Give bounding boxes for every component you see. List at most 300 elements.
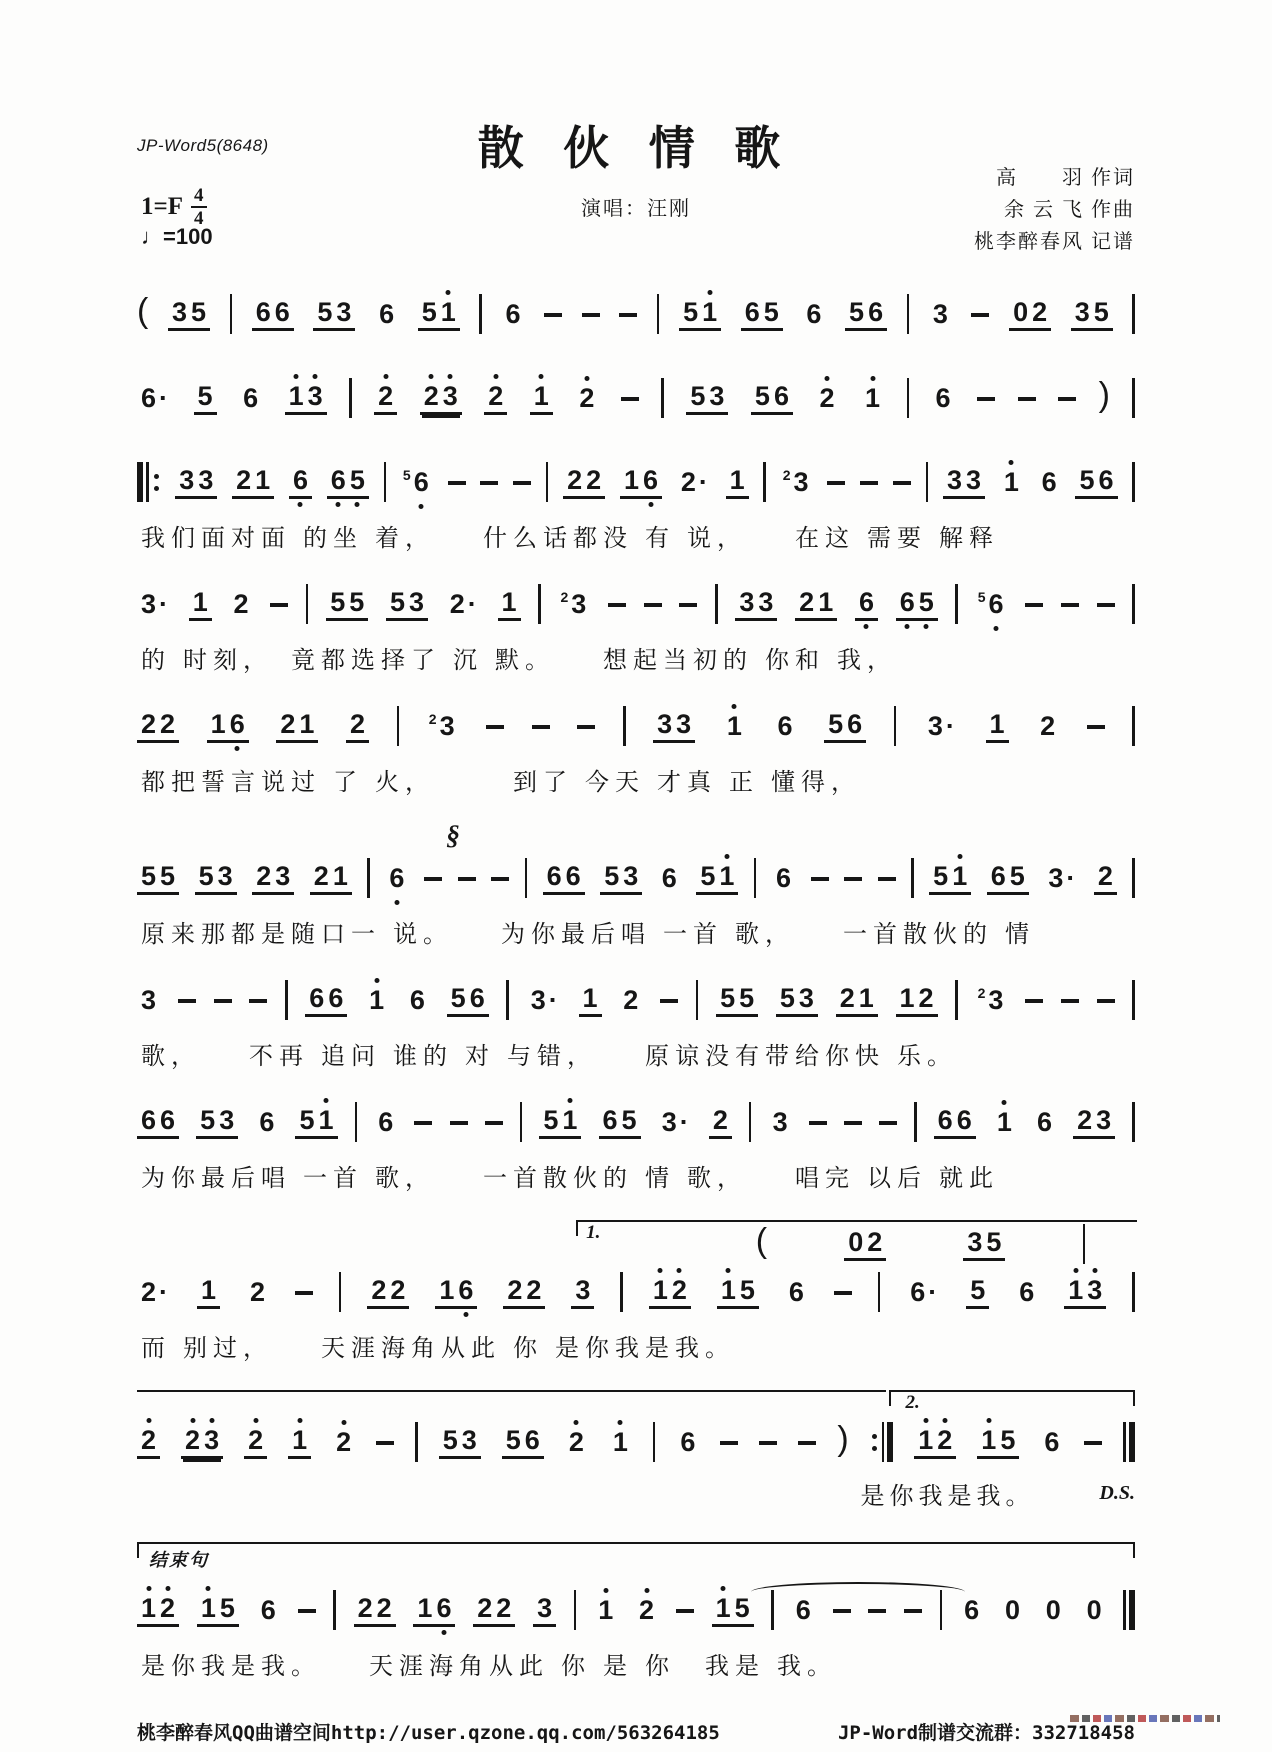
- note-cell: [276, 709, 318, 743]
- augmentation-dot: ·: [159, 1276, 169, 1307]
- duration-dash: [1058, 397, 1076, 401]
- note-digit: 2: [336, 1426, 352, 1457]
- note-digit: 6: [899, 587, 915, 617]
- barline: [546, 462, 549, 502]
- note-cell: [1064, 1275, 1106, 1309]
- parenthesis: (: [755, 1222, 768, 1260]
- parenthesis: ): [1098, 376, 1110, 414]
- note-digit: 6: [806, 298, 822, 329]
- note-cell: [285, 381, 327, 415]
- note-cell: [896, 587, 938, 621]
- note-digit: 5: [700, 861, 716, 891]
- note-digit: 1: [996, 1106, 1012, 1137]
- note-digit: 6: [773, 381, 789, 411]
- footer-right-group: JP-Word制谱交流群：332718458: [837, 1722, 1135, 1744]
- thick-barline: [137, 462, 143, 502]
- note-digit: 6: [777, 710, 793, 741]
- note-digit: 2: [371, 1275, 387, 1305]
- note-digit: 5: [160, 861, 176, 891]
- note-digit: 5: [734, 1593, 750, 1623]
- note-digit: 1: [439, 1275, 455, 1305]
- note-digit: 6: [260, 1594, 276, 1625]
- note-digit: 2: [160, 709, 176, 739]
- note-digit: 2: [141, 1276, 157, 1307]
- augmentation-dot: ·: [159, 588, 169, 619]
- augmentation-dot: ·: [698, 466, 708, 497]
- lyrics-line: 原来那都是随口一 说。 为你最后唱 一首 歌， 一首散伙的 情: [141, 922, 1035, 948]
- note-digit: 3: [657, 709, 673, 739]
- note-cell: [194, 381, 217, 415]
- note-cell: [599, 1105, 641, 1139]
- note-digit: 1: [332, 861, 348, 891]
- note-cell: [772, 863, 795, 894]
- note-cell: [558, 589, 590, 620]
- thick-barline: [1129, 1422, 1135, 1462]
- note-digit: 6: [937, 1105, 953, 1135]
- note-digit: 5: [986, 1227, 1002, 1257]
- note-digit: 5: [849, 297, 865, 327]
- note-digit: 3: [739, 587, 755, 617]
- note-cell: [726, 465, 749, 499]
- note-cell: [712, 1593, 754, 1627]
- note-digit: 5: [299, 1105, 315, 1135]
- note-cell: [686, 381, 728, 415]
- music-system: [137, 580, 1135, 672]
- note-cell: [986, 709, 1009, 743]
- note-digit: 3: [575, 1275, 591, 1305]
- barline: [653, 1422, 656, 1462]
- barline: [520, 1102, 523, 1142]
- note-digit: 2: [586, 465, 602, 495]
- duration-dash: [893, 481, 911, 485]
- barline: [1132, 462, 1135, 502]
- notes-line: [137, 1418, 1135, 1466]
- note-digit: 3: [141, 588, 157, 619]
- note-digit: 6: [141, 382, 157, 413]
- note-digit: 5: [683, 297, 699, 327]
- note-digit: 5: [317, 297, 333, 327]
- note-digit: 6: [141, 1105, 157, 1135]
- note-digit: 1: [417, 1593, 433, 1623]
- note-cell: [976, 985, 1008, 1016]
- duration-dash: [1018, 397, 1036, 401]
- note-cell: [792, 1595, 815, 1626]
- note-digit: 2: [313, 861, 329, 891]
- note-digit: 3: [772, 1106, 788, 1137]
- grace-note: 2: [977, 984, 986, 1001]
- note-cell: [658, 1107, 692, 1138]
- tempo-marking: ♩=100: [141, 224, 213, 249]
- barline: [574, 1590, 577, 1630]
- note-digit: 5: [933, 861, 949, 891]
- note-digit: 1: [369, 984, 385, 1015]
- duration-dash: [644, 603, 662, 607]
- barline: [911, 858, 914, 898]
- note-cell: [137, 1277, 171, 1308]
- note-cell: [966, 1275, 989, 1309]
- song-title: 散 伙 情 歌: [477, 123, 795, 174]
- note-digit: 1: [726, 710, 742, 741]
- note-cell: [326, 587, 368, 621]
- duration-dash: [834, 1291, 852, 1295]
- note-digit: 1: [1003, 466, 1019, 497]
- volta-1-label: 1.: [586, 1222, 601, 1243]
- time-signature-numerator: 4: [194, 185, 204, 206]
- note-digit: 5: [763, 297, 779, 327]
- note-cell: [137, 985, 160, 1016]
- duration-dash: [1061, 603, 1079, 607]
- note-digit: 1: [715, 1593, 731, 1623]
- volta-1-continuation-line: [137, 1390, 886, 1393]
- note-cell: [543, 861, 585, 895]
- note-cell: [934, 1105, 976, 1139]
- note-digit: 3: [571, 588, 587, 619]
- note-cell: [539, 1105, 581, 1139]
- note-digit: 2: [390, 1275, 406, 1305]
- thick-barline: [887, 1422, 893, 1462]
- note-digit: 2: [376, 1593, 392, 1623]
- note-cell: [1000, 467, 1023, 498]
- ending-bracket: [137, 1542, 1135, 1558]
- barline-group: [1123, 1590, 1135, 1630]
- note-cell: [658, 863, 681, 894]
- note-cell: [914, 1425, 956, 1459]
- note-cell: [677, 467, 711, 498]
- note-cell: [932, 383, 955, 414]
- note-digit: 5: [970, 1275, 986, 1305]
- barline: [1123, 1590, 1126, 1630]
- note-digit: 6: [458, 1275, 474, 1305]
- note-cell: [649, 1275, 691, 1309]
- note-cell: [896, 983, 938, 1017]
- duration-dash: [295, 1291, 313, 1295]
- music-system: [137, 374, 1135, 422]
- note-digit: 5: [330, 587, 346, 617]
- note-digit: 1: [141, 1593, 157, 1623]
- note-digit: 3: [709, 381, 725, 411]
- note-cell: [533, 1593, 556, 1627]
- note-cell: [484, 381, 507, 415]
- barline: [397, 706, 400, 746]
- duration-dash: [298, 1609, 316, 1613]
- generator-label: JP-Word5(8648): [137, 136, 269, 155]
- note-digit: 5: [421, 297, 437, 327]
- note-digit: 6: [255, 297, 271, 327]
- note-digit: 2: [256, 861, 272, 891]
- note-digit: 1: [899, 983, 915, 1013]
- volta-2-bracket: [889, 1390, 1135, 1406]
- note-digit: 3: [758, 587, 774, 617]
- note-digit: 2: [567, 465, 583, 495]
- note-cell: [1044, 863, 1078, 894]
- note-cell: [189, 587, 212, 621]
- note-cell: [406, 985, 429, 1016]
- note-digit: 3: [623, 861, 639, 891]
- note-cell: [735, 587, 777, 621]
- note-cell: [346, 709, 369, 743]
- note-digit: 2: [680, 466, 696, 497]
- note-cell: [802, 299, 825, 330]
- barline: [907, 294, 910, 334]
- note-cell: [197, 1275, 220, 1309]
- note-cell: [723, 711, 746, 742]
- note-cell: [575, 383, 598, 414]
- note-cell: [1042, 1595, 1065, 1626]
- note-cell: [679, 297, 721, 331]
- note-digit: 6: [328, 983, 344, 1013]
- duration-dash: [577, 725, 595, 729]
- note-cell: [427, 711, 459, 742]
- note-digit: 6: [378, 1106, 394, 1137]
- barline-group: [1123, 1422, 1135, 1462]
- note-cell: [197, 1593, 239, 1627]
- note-cell: [609, 1427, 632, 1458]
- note-digit: 5: [779, 983, 795, 1013]
- lyrics-line: 都把誓言说过 了 火， 到了 今天 才真 正 懂得，: [141, 770, 861, 796]
- note-cell: [473, 1593, 515, 1627]
- note-digit: 5: [200, 1105, 216, 1135]
- lyricist-credit: 高 羽 作词: [996, 167, 1135, 189]
- music-system: [137, 1098, 1135, 1190]
- music-system: [137, 820, 1135, 948]
- music-system: [137, 290, 1135, 338]
- barline: [1132, 706, 1135, 746]
- note-cell: [855, 587, 878, 621]
- note-digit: 3: [946, 465, 962, 495]
- notes-line: [137, 374, 1135, 422]
- note-digit: 6: [413, 466, 429, 497]
- duration-dash: [619, 313, 637, 317]
- duration-dash: [270, 603, 288, 607]
- note-digit: 0: [1086, 1594, 1102, 1625]
- note-cell: [365, 985, 388, 1016]
- augmentation-dot: ·: [945, 710, 955, 741]
- note-digit: 0: [1045, 1594, 1061, 1625]
- note-digit: 2: [1032, 297, 1048, 327]
- ending-label: 结束句: [149, 1550, 209, 1570]
- note-cell: [244, 1425, 267, 1459]
- barline: [349, 378, 352, 418]
- note-cell: [563, 465, 605, 499]
- note-digit: 6: [469, 983, 485, 1013]
- segno-icon: §: [446, 820, 460, 850]
- duration-dash: [450, 1121, 468, 1125]
- note-cell: [530, 381, 553, 415]
- volta-2-label: 2.: [905, 1392, 920, 1413]
- note-digit: 2: [568, 1426, 584, 1457]
- note-cell: [571, 1275, 594, 1309]
- tie-arc: [751, 1582, 966, 1602]
- note-digit: 3: [336, 297, 352, 327]
- barline: [749, 1102, 752, 1142]
- note-cell: [653, 709, 695, 743]
- header: [137, 0, 1135, 290]
- note-digit: 1: [720, 1275, 736, 1305]
- duration-dash: [1087, 725, 1105, 729]
- note-cell: [137, 861, 179, 895]
- note-cell: [1075, 465, 1117, 499]
- note-digit: 5: [720, 983, 736, 1013]
- note-digit: 6: [744, 297, 760, 327]
- note-digit: 2: [507, 1275, 523, 1305]
- note-digit: 1: [623, 465, 640, 495]
- note-digit: 5: [442, 1425, 458, 1455]
- parenthesis: ): [837, 1420, 849, 1458]
- duration-dash: [424, 877, 442, 881]
- duration-dash: [214, 999, 232, 1003]
- note-digit: 2: [477, 1593, 493, 1623]
- grace-note: 2: [560, 588, 569, 605]
- note-digit: 2: [579, 382, 595, 413]
- note-digit: 5: [389, 587, 405, 617]
- note-cell: [374, 1107, 397, 1138]
- note-digit: 2: [233, 588, 249, 619]
- note-digit: 3: [171, 297, 187, 327]
- note-digit: 3: [1096, 1105, 1112, 1135]
- note-cell: [716, 983, 758, 1017]
- duration-dash: [660, 999, 678, 1003]
- duration-dash: [971, 313, 989, 317]
- note-digit: 2: [357, 1593, 373, 1623]
- barline: [661, 378, 664, 418]
- barline: [955, 584, 958, 624]
- notes-line: [137, 580, 1135, 628]
- note-digit: 5: [739, 983, 755, 1013]
- barline: [339, 1272, 342, 1312]
- note-digit: 5: [1079, 465, 1095, 495]
- note-digit: 6: [409, 984, 425, 1015]
- note-digit: 1: [562, 1105, 578, 1135]
- performer-label: 演唱：汪刚: [581, 198, 691, 220]
- duration-dash: [879, 1121, 897, 1125]
- augmentation-dot: ·: [548, 984, 558, 1015]
- note-digit: 1: [200, 1275, 217, 1305]
- note-digit: 1: [582, 983, 598, 1013]
- duration-dash: [809, 1121, 827, 1125]
- note-digit: 3: [798, 983, 814, 1013]
- note-digit: 5: [543, 1105, 559, 1135]
- repeat-dots: [872, 1434, 877, 1451]
- barline: [415, 1422, 418, 1462]
- note-cell: [502, 1425, 544, 1459]
- note-digit: 5: [450, 983, 466, 1013]
- note-digit: 1: [598, 1594, 614, 1625]
- note-cell: [385, 863, 408, 894]
- note-cell: [313, 297, 355, 331]
- note-digit: 2: [423, 381, 439, 411]
- note-digit: 6: [160, 1105, 176, 1135]
- note-digit: 6: [788, 1276, 804, 1307]
- note-digit: 2: [350, 709, 366, 739]
- note-cell: [1015, 1277, 1038, 1308]
- note-digit: 6: [847, 709, 863, 739]
- lyrics-line: 是你我是我。 天涯海角从此 你 是 你 我是 我。: [141, 1654, 837, 1680]
- duration-dash: [608, 603, 626, 607]
- note-cell: [501, 299, 524, 330]
- note-digit: 3: [439, 710, 455, 741]
- note-cell: [929, 299, 952, 330]
- volta-2-lyrics: 是你我是我。: [860, 1484, 1035, 1510]
- note-cell: [1083, 1595, 1106, 1626]
- note-cell: [1071, 297, 1113, 331]
- barline: [696, 980, 699, 1020]
- note-digit: 3: [307, 381, 323, 411]
- barline: [907, 378, 910, 418]
- barline: [1132, 858, 1135, 898]
- note-digit: 5: [604, 861, 620, 891]
- duration-dash: [621, 397, 639, 401]
- note-digit: 1: [288, 381, 304, 411]
- note-digit: 6: [661, 862, 677, 893]
- duration-dash: [798, 1441, 816, 1445]
- note-digit: 6: [680, 1426, 696, 1457]
- note-cell: [709, 1105, 732, 1139]
- note-digit: 3: [661, 1106, 677, 1137]
- augmentation-dot: ·: [467, 588, 477, 619]
- lyrics-line: 我们面对面 的坐 着， 什么话都没 有 说， 在这 需要 解释: [141, 526, 999, 552]
- note-digit: 5: [141, 861, 157, 891]
- notes-line: [137, 1268, 1135, 1316]
- note-digit: 2: [799, 587, 815, 617]
- duration-dash: [376, 1441, 394, 1445]
- barline: [754, 858, 757, 898]
- note-digit: 1: [989, 709, 1005, 739]
- note-digit: 3: [537, 1593, 553, 1623]
- note-digit: 3: [461, 1425, 477, 1455]
- note-cell: [1033, 1107, 1056, 1138]
- duration-dash: [1097, 999, 1115, 1003]
- note-digit: 0: [1004, 1594, 1020, 1625]
- note-digit: 3: [198, 465, 214, 495]
- note-digit: 2: [236, 465, 252, 495]
- volta-1-pickup-notes: [756, 1222, 1085, 1266]
- note-cell: [1001, 1595, 1024, 1626]
- music-system: [137, 976, 1135, 1068]
- note-cell: [781, 467, 813, 498]
- thick-barline: [1129, 1590, 1135, 1630]
- note-cell: [195, 861, 237, 895]
- note-digit: 6: [643, 465, 659, 495]
- note-digit: 1: [292, 1425, 308, 1455]
- duration-dash: [249, 999, 267, 1003]
- note-cell: [137, 1105, 179, 1139]
- duration-dash: [868, 1609, 886, 1613]
- music-system: [137, 702, 1135, 794]
- duration-dash: [759, 1441, 777, 1445]
- note-digit: 1: [652, 1275, 668, 1305]
- barline: [1132, 980, 1135, 1020]
- note-digit: 3: [217, 861, 233, 891]
- note-cell: [367, 1275, 409, 1309]
- note-cell: [252, 861, 294, 895]
- note-digit: 6: [259, 1106, 275, 1137]
- barline: [620, 1272, 623, 1312]
- note-digit: 6: [1036, 1106, 1052, 1137]
- note-digit: 5: [828, 709, 844, 739]
- note-digit: 5: [621, 1105, 637, 1135]
- note-digit: 5: [690, 381, 706, 411]
- note-cell: [137, 589, 171, 620]
- barline: [384, 462, 387, 502]
- note-digit: 5: [1000, 1425, 1016, 1455]
- note-cell: [332, 1427, 355, 1458]
- note-cell: [594, 1595, 617, 1626]
- note-cell: [943, 465, 985, 499]
- note-cell: [435, 1275, 477, 1309]
- note-cell: [785, 1277, 808, 1308]
- note-digit: 6: [546, 861, 562, 891]
- duration-dash: [811, 877, 829, 881]
